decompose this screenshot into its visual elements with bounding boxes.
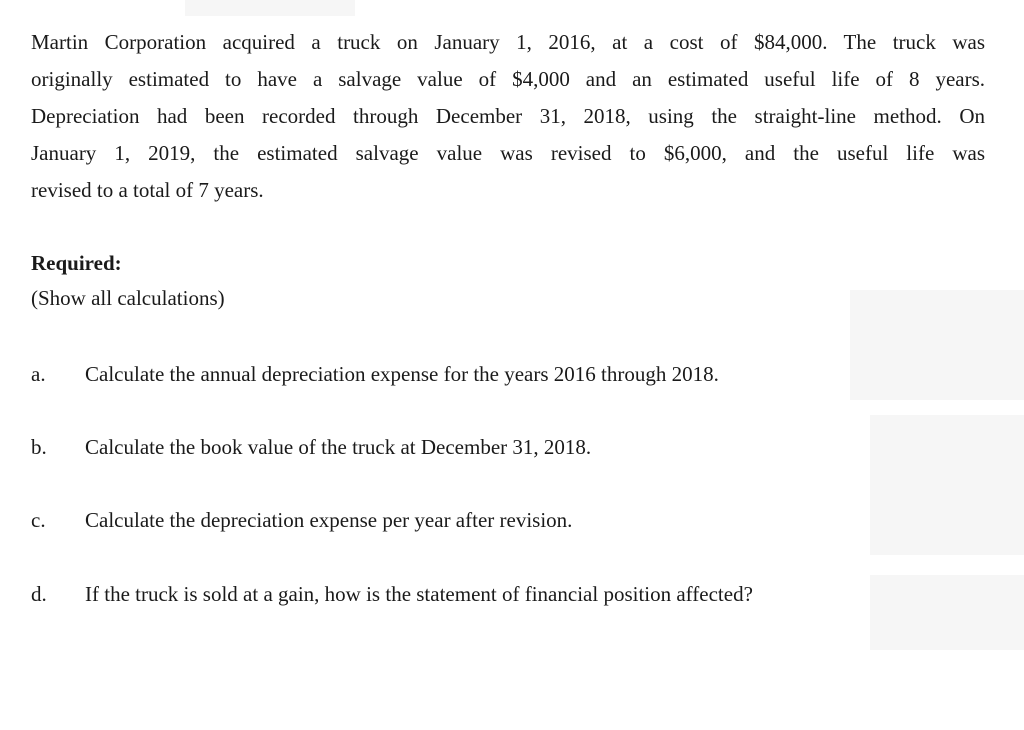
problem-line: revised to a total of 7 years. [31,178,264,202]
question-c [31,508,572,533]
required-heading: Required: [31,251,122,275]
scan-artifact-right-2 [870,415,1024,555]
problem-line: originally estimated to have a salvage value of $4,000 and an estimated useful life of 8 years. [31,67,985,91]
question-a [31,362,719,387]
question-text: Calculate the depreciation expense per year after revision. [85,508,573,532]
problem-line: Depreciation had been recorded through December 31, 2018, using the straight-line method. On [31,104,985,128]
question-b [31,435,591,460]
question-text: Calculate the book value of the truck at December 31, 2018. [85,435,592,459]
question-letter: a. [31,362,46,386]
problem-line: January 1, 2019, the estimated salvage value was revised to $6,000, and the useful life was [31,141,985,165]
question-d [31,582,753,607]
scan-artifact-right-1 [850,290,1024,400]
question-letter: c. [31,508,46,532]
scan-artifact-top [185,0,355,16]
problem-line: Martin Corporation acquired a truck on January 1, 2016, at a cost of $84,000. The truck was [31,30,985,54]
calculations-note: (Show all calculations) [31,286,225,310]
problem-statement [31,24,985,209]
question-letter: b. [31,435,47,459]
question-text: Calculate the annual depreciation expense for the years 2016 through 2018. [85,362,719,386]
question-text: If the truck is sold at a gain, how is the statement of financial position affected? [85,582,753,606]
scan-artifact-right-3 [870,575,1024,650]
question-letter: d. [31,582,47,606]
